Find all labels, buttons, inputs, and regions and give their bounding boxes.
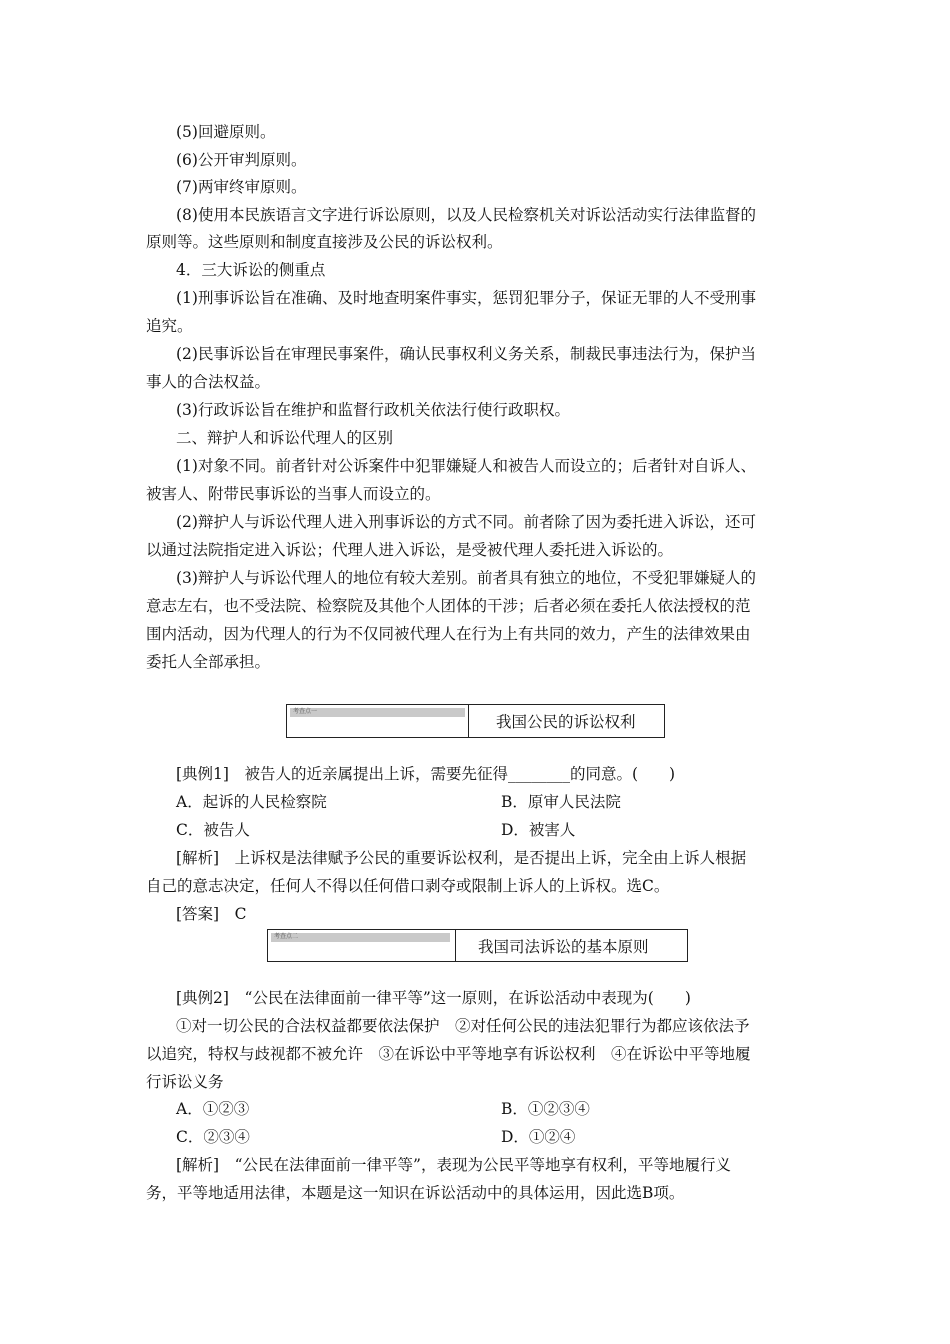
option-b: B．原审人民法院 xyxy=(501,793,621,811)
difference-2-line2: 以通过法院指定进入诉讼；代理人进入诉讼，是受被代理人委托进入诉讼的。 xyxy=(146,541,674,559)
topic-title: 我国公民的诉讼权利 xyxy=(496,713,636,731)
topic-title: 我国司法诉讼的基本原则 xyxy=(478,937,649,956)
statement-items-line3: 行诉讼义务 xyxy=(146,1073,224,1091)
focus-2-line1: (2)民事诉讼旨在审理民事案件，确认民事权利义务关系，制裁民事违法行为，保护当 xyxy=(176,345,756,363)
statement-items-line1: ①对一切公民的合法权益都要依法保护 ②对任何公民的违法犯罪行为都应该依法予 xyxy=(176,1017,750,1035)
principle-6: (6)公开审判原则。 xyxy=(176,151,307,169)
focus-2-line2: 事人的合法权益。 xyxy=(146,373,271,391)
difference-3-line1: (3)辩护人与诉讼代理人的地位有较大差别。前者具有独立的地位，不受犯罪嫌疑人的 xyxy=(176,569,756,587)
option-c: C．被告人 xyxy=(176,821,250,839)
example-1-question: [典例1] 被告人的近亲属提出上诉，需要先征得________的同意。( ) xyxy=(176,765,676,783)
option-c: C．②③④ xyxy=(176,1128,250,1146)
option-a: A．起诉的人民检察院 xyxy=(176,793,327,811)
difference-3-line4: 委托人全部承担。 xyxy=(146,653,271,671)
focus-1-line1: (1)刑事诉讼旨在准确、及时地查明案件事实，惩罚犯罪分子，保证无罪的人不受刑事 xyxy=(176,289,756,307)
analysis-line1: [解析] “公民在法律面前一律平等”，表现为公民平等地享有权利，平等地履行义 xyxy=(176,1156,731,1174)
example-2-question: [典例2] “公民在法律面前一律平等”这一原则，在诉讼活动中表现为( ) xyxy=(176,989,691,1007)
topic-box-divider xyxy=(455,930,456,961)
difference-1-line2: 被害人、附带民事诉讼的当事人而设立的。 xyxy=(146,485,441,503)
principle-8-line1: (8)使用本民族语言文字进行诉讼原则，以及人民检察机关对诉讼活动实行法律监督的 xyxy=(176,206,756,224)
topic-box-divider xyxy=(468,705,469,737)
option-d: D．被害人 xyxy=(501,821,576,839)
principle-7: (7)两审终审原则。 xyxy=(176,178,307,196)
difference-3-line2: 意志左右，也不受法院、检察院及其他个人团体的干涉；后者必须在委托人依法授权的范 xyxy=(146,597,751,615)
focus-3: (3)行政诉讼旨在维护和监督行政机关依法行使行政职权。 xyxy=(176,401,570,419)
topic-box-1 xyxy=(286,704,665,738)
principle-8-line2: 原则等。这些原则和制度直接涉及公民的诉讼权利。 xyxy=(146,233,503,251)
analysis-line2: 务，平等地适用法律，本题是这一知识在诉讼活动中的具体运用，因此选B项。 xyxy=(146,1184,685,1202)
analysis-line2: 自己的意志决定，任何人不得以任何借口剥夺或限制上诉人的上诉权。选C。 xyxy=(146,877,670,895)
topic-tag-label: 考查点二 xyxy=(274,933,299,940)
focus-1-line2: 追究。 xyxy=(146,317,193,335)
section-heading-2: 二、辩护人和诉讼代理人的区别 xyxy=(176,429,394,447)
option-b: B．①②③④ xyxy=(501,1100,590,1118)
section-heading-4: 4．三大诉讼的侧重点 xyxy=(176,261,326,279)
option-d: D．①②④ xyxy=(501,1128,576,1146)
principle-5: (5)回避原则。 xyxy=(176,123,276,141)
answer: [答案] C xyxy=(176,905,247,923)
difference-2-line1: (2)辩护人与诉讼代理人进入刑事诉讼的方式不同。前者除了因为委托进入诉讼，还可 xyxy=(176,513,756,531)
option-a: A．①②③ xyxy=(176,1100,250,1118)
statement-items-line2: 以追究，特权与歧视都不被允许 ③在诉讼中平等地享有诉讼权利 ④在诉讼中平等地履 xyxy=(146,1045,751,1063)
difference-1-line1: (1)对象不同。前者针对公诉案件中犯罪嫌疑人和被告人而设立的；后者针对自诉人、 xyxy=(176,457,756,475)
analysis-line1: [解析] 上诉权是法律赋予公民的重要诉讼权利，是否提出上诉，完全由上诉人根据 xyxy=(176,849,747,867)
difference-3-line3: 围内活动，因为代理人的行为不仅同被代理人在行为上有共同的效力，产生的法律效果由 xyxy=(146,625,751,643)
topic-tag-label: 考查点一 xyxy=(293,708,318,715)
topic-box-2 xyxy=(267,929,688,962)
